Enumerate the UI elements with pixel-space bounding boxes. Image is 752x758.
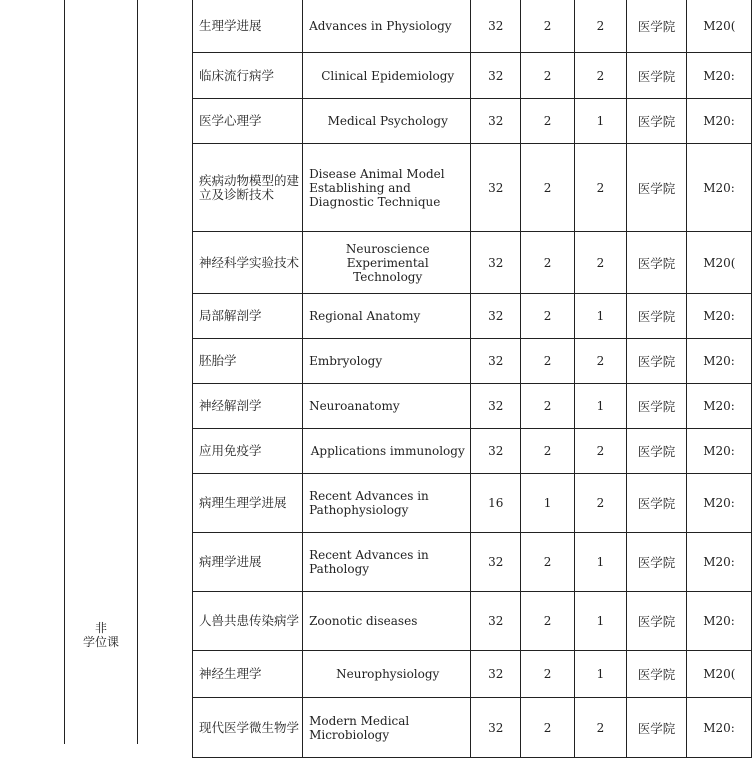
course-term: 1 (575, 99, 627, 144)
course-code: M20( (687, 0, 752, 53)
course-name-en (303, 53, 471, 99)
course-name-cn: 病理学进展 (193, 533, 303, 592)
course-name-en-text: Medical Psychology (327, 114, 448, 128)
course-name-en-text: Neuroanatomy (309, 399, 400, 413)
course-code: M20: (687, 429, 752, 474)
course-term: 2 (575, 0, 627, 53)
course-department: 医学院 (626, 533, 686, 592)
course-hours: 32 (471, 144, 521, 232)
course-name-en (303, 651, 471, 698)
course-name-en (303, 592, 471, 651)
course-code: M20: (687, 53, 752, 99)
course-credits: 2 (521, 294, 575, 339)
course-name-en-text: Modern Medical Microbiology (309, 713, 410, 742)
course-credits: 2 (521, 651, 575, 698)
course-term: 2 (575, 429, 627, 474)
course-name-en-text: Recent Advances in Pathology (309, 548, 429, 576)
course-hours: 32 (471, 339, 521, 384)
course-credits: 2 (521, 144, 575, 232)
course-code: M20: (687, 592, 752, 651)
course-hours: 32 (471, 698, 521, 758)
course-name-cn: 胚胎学 (193, 339, 303, 384)
course-term: 2 (575, 698, 627, 758)
course-term: 2 (575, 232, 627, 294)
course-table (192, 0, 752, 758)
course-hours: 32 (471, 0, 521, 53)
course-name-cn: 临床流行病学 (193, 53, 303, 99)
course-name-cn: 疾病动物模型的建立及诊断技术 (193, 144, 303, 232)
course-name-en-text: Neuroscience Experimental Technology (345, 241, 430, 284)
course-name-en-text: Recent Advances in Pathophysiology (309, 489, 429, 517)
course-row (193, 0, 752, 53)
course-name-cn: 现代医学微生物学 (193, 698, 303, 758)
course-department: 医学院 (626, 474, 686, 533)
course-code: M20: (687, 99, 752, 144)
category-label: 非 学位课 (82, 621, 119, 649)
course-name-en (303, 99, 471, 144)
course-code: M20: (687, 474, 752, 533)
course-code: M20: (687, 533, 752, 592)
course-name-en-text: Clinical Epidemiology (321, 68, 455, 83)
course-department: 医学院 (626, 144, 686, 232)
course-row (193, 698, 752, 758)
course-hours: 32 (471, 99, 521, 144)
course-name-en (303, 533, 471, 592)
course-name-en-text: Applications immunology (310, 444, 465, 458)
course-name-en (303, 698, 471, 758)
course-name-cn: 生理学进展 (193, 0, 303, 53)
course-term: 1 (575, 294, 627, 339)
course-credits: 2 (521, 429, 575, 474)
course-name-en-text: Neurophysiology (336, 667, 440, 681)
course-row (193, 294, 752, 339)
course-table-viewport (192, 0, 736, 744)
course-row (193, 53, 752, 99)
course-credits: 2 (521, 533, 575, 592)
course-code: M20( (687, 651, 752, 698)
course-code: M20: (687, 339, 752, 384)
course-department: 医学院 (626, 53, 686, 99)
course-name-en (303, 232, 471, 294)
course-name-cn: 病理生理学进展 (193, 474, 303, 533)
course-department: 医学院 (626, 339, 686, 384)
course-code: M20: (687, 144, 752, 232)
course-name-en-text: Zoonotic diseases (309, 614, 418, 628)
course-row (193, 651, 752, 698)
course-term: 2 (575, 474, 627, 533)
course-hours: 32 (471, 384, 521, 429)
course-name-en-text: Advances in Physiology (309, 19, 452, 33)
course-department: 医学院 (626, 592, 686, 651)
course-name-cn: 医学心理学 (193, 99, 303, 144)
course-code: M20( (687, 232, 752, 294)
course-credits: 2 (521, 99, 575, 144)
course-department: 医学院 (626, 0, 686, 53)
course-hours: 32 (471, 232, 521, 294)
course-code: M20: (687, 294, 752, 339)
course-row (193, 99, 752, 144)
course-name-en (303, 474, 471, 533)
course-term: 1 (575, 651, 627, 698)
course-credits: 2 (521, 232, 575, 294)
course-department: 医学院 (626, 698, 686, 758)
course-name-cn: 神经解剖学 (193, 384, 303, 429)
course-department: 医学院 (626, 232, 686, 294)
course-credits: 2 (521, 698, 575, 758)
course-credits: 2 (521, 592, 575, 651)
course-hours: 32 (471, 294, 521, 339)
course-code: M20: (687, 384, 752, 429)
course-name-en-text: Disease Animal Model Establishing and Diagnostic Technique (309, 166, 445, 209)
course-name-en (303, 144, 471, 232)
course-name-en-text: Regional Anatomy (309, 309, 421, 323)
course-row (193, 474, 752, 533)
course-code: M20: (687, 698, 752, 758)
course-name-en (303, 294, 471, 339)
course-row (193, 232, 752, 294)
course-hours: 32 (471, 592, 521, 651)
course-department: 医学院 (626, 99, 686, 144)
course-name-cn: 应用免疫学 (193, 429, 303, 474)
course-hours: 32 (471, 651, 521, 698)
course-hours: 32 (471, 53, 521, 99)
course-credits: 1 (521, 474, 575, 533)
course-hours: 32 (471, 533, 521, 592)
course-row (193, 339, 752, 384)
course-department: 医学院 (626, 384, 686, 429)
course-department: 医学院 (626, 651, 686, 698)
course-term: 2 (575, 53, 627, 99)
course-term: 2 (575, 339, 627, 384)
course-term: 1 (575, 533, 627, 592)
course-name-en (303, 384, 471, 429)
course-row (193, 384, 752, 429)
course-term: 2 (575, 144, 627, 232)
course-name-en (303, 0, 471, 53)
course-row (193, 533, 752, 592)
course-credits: 2 (521, 0, 575, 53)
course-row (193, 592, 752, 651)
course-hours: 32 (471, 429, 521, 474)
course-name-en (303, 339, 471, 384)
course-row (193, 144, 752, 232)
course-department: 医学院 (626, 294, 686, 339)
course-name-cn: 局部解剖学 (193, 294, 303, 339)
course-row (193, 429, 752, 474)
course-name-en-text: Embryology (309, 354, 383, 368)
course-department: 医学院 (626, 429, 686, 474)
course-hours: 16 (471, 474, 521, 533)
course-name-cn: 神经科学实验技术 (193, 232, 303, 294)
course-term: 1 (575, 384, 627, 429)
course-name-cn: 神经生理学 (193, 651, 303, 698)
course-name-cn: 人兽共患传染病学 (193, 592, 303, 651)
course-credits: 2 (521, 53, 575, 99)
course-credits: 2 (521, 339, 575, 384)
course-term: 1 (575, 592, 627, 651)
course-credits: 2 (521, 384, 575, 429)
course-name-en (303, 429, 471, 474)
